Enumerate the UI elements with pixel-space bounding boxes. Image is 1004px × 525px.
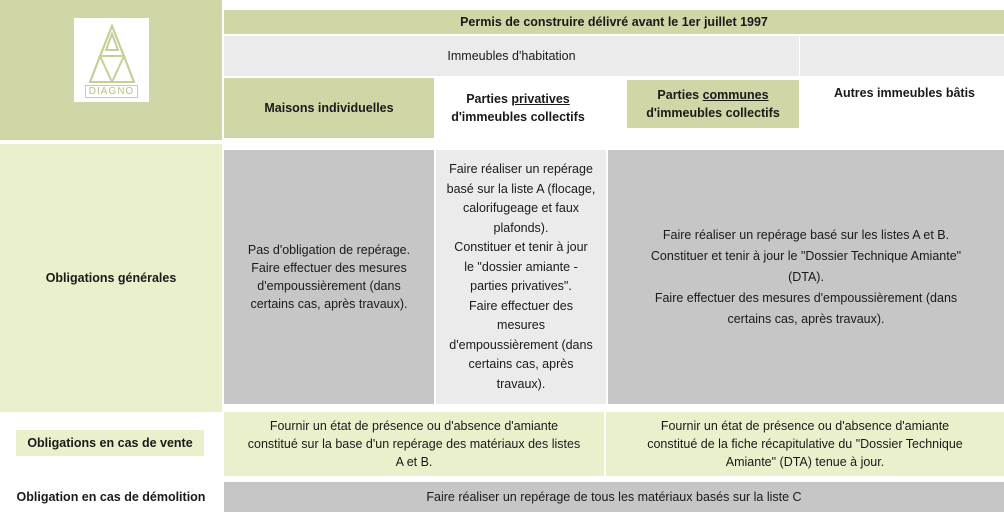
col-parties-communes: Parties communes d'immeubles collectifs [627,80,799,128]
pyramid-logo-icon [82,22,142,84]
col-maisons-individuelles: Maisons individuelles [224,78,434,138]
row-label-obligation-demolition: Obligation en cas de démolition [16,490,206,504]
row-label-obligations-generales: Obligations générales [0,144,222,412]
diagno-logo [74,18,149,102]
cell-vente-maisons-privatives: Fournir un état de présence ou d'absence d'amiante constitué sur la base d'un repérage des matériaux des listes A et B. [224,412,604,476]
col-autres-immeubles: Autres immeubles bâtis [833,86,975,100]
row-label-obligations-vente: Obligations en cas de vente [16,430,204,456]
col-parties-privatives: Parties privatives d'immeubles collectifs [451,92,585,124]
cell-vente-communes-autres: Fournir un état de présence ou d'absence d'amiante constitué de la fiche récapitulative du "Dossier Technique Amiante" (DTA) tenue à jour. [606,412,1004,476]
residential-title: Immeubles d'habitation [224,36,799,76]
logo-text: DIAGNO [85,85,138,98]
header-filler [800,36,1004,76]
cell-demolition-all: Faire réaliser un repérage de tous les matériaux basés sur la liste C [224,482,1004,512]
permit-title: Permis de construire délivré avant le 1er juillet 1997 [224,10,1004,34]
cell-generales-maisons: Pas d'obligation de repérage. Faire effectuer des mesures d'empoussièrement (dans certains cas, après travaux). [224,150,434,404]
cell-generales-communes-autres: Faire réaliser un repérage basé sur les listes A et B. Constituer et tenir à jour le "Dossier Technique Amiante" (DTA). Faire effectuer des mesures d'empoussièrement (dans certains cas, après travaux). [608,150,1004,404]
cell-generales-privatives: Faire réaliser un repérage basé sur la liste A (flocage, calorifugeage et faux plafonds). Constituer et tenir à jour le "dossier amiante - parties privatives". Faire effectuer des mesures d'empoussièrement (dans certains cas, après travaux). [436,150,606,404]
